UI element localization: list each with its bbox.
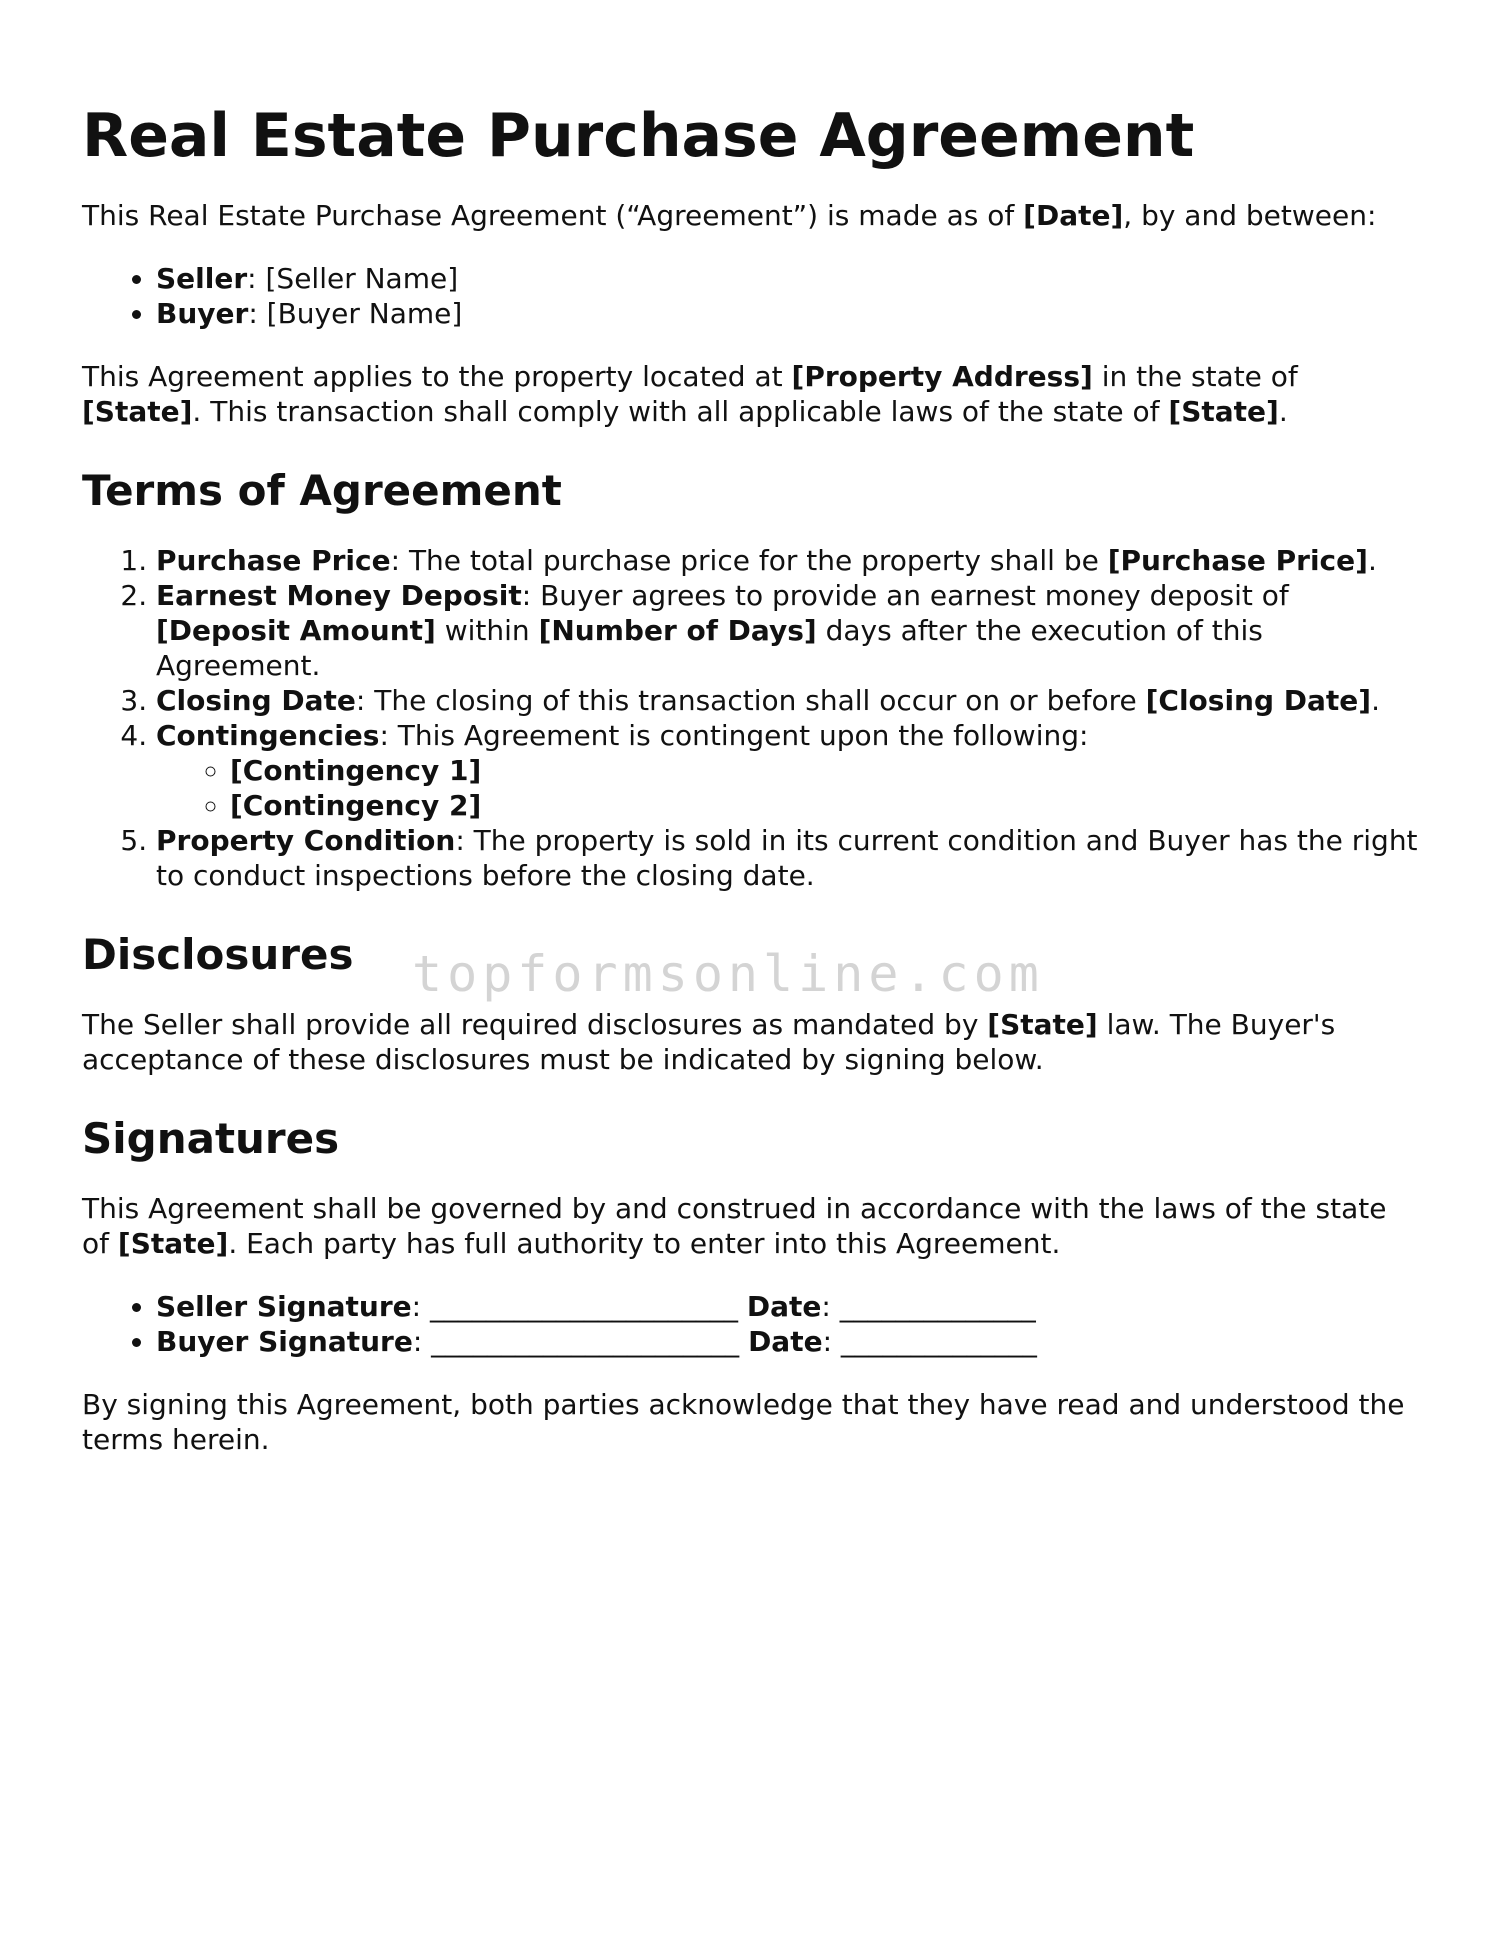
party-value: : [Seller Name] xyxy=(247,262,459,295)
signature-list xyxy=(82,1289,1422,1359)
list-item xyxy=(156,543,1422,578)
list-item xyxy=(156,683,1422,718)
signatures-heading: Signatures xyxy=(82,1114,340,1163)
watermark: topformsonline.com xyxy=(412,945,1044,1003)
term-label: Closing Date xyxy=(156,684,356,717)
signatures-state: [State] xyxy=(117,1227,229,1260)
signatures-text: This Agreement shall be governed by and construed in accordance with the laws of the state of xyxy=(82,1192,1387,1260)
intro-date: [Date] xyxy=(1023,199,1124,232)
signature-label: Buyer Signature xyxy=(156,1325,413,1358)
term-placeholder: [Purchase Price] xyxy=(1107,544,1368,577)
date-label: Date xyxy=(746,1290,822,1323)
disclosures-heading: Disclosures xyxy=(82,930,354,979)
disclosures-text: The Seller shall provide all required disclosures as mandated by xyxy=(82,1008,988,1041)
signature-blank: : ______________________ xyxy=(412,1325,749,1358)
term-text: : The property is sold in its current condition and Buyer has the right to conduct inspections before the closing date. xyxy=(156,824,1418,892)
signature-blank: : ______________________ xyxy=(411,1290,747,1323)
term-text: : This Agreement is contingent upon the following: xyxy=(379,719,1089,752)
list-item xyxy=(156,1324,1422,1359)
disclosures-state: [State] xyxy=(987,1008,1098,1041)
contingency-item: [Contingency 1] xyxy=(230,754,482,787)
list-item xyxy=(156,823,1422,893)
term-text: within xyxy=(435,614,539,647)
property-text: . xyxy=(1278,395,1288,428)
terms-list xyxy=(82,543,1422,893)
term-placeholder: [Closing Date] xyxy=(1145,684,1372,717)
list-item xyxy=(156,578,1422,683)
disclosures-text: law. The Buyer's acceptance of these disclosures must be indicated by signing below. xyxy=(82,1008,1336,1076)
parties-list xyxy=(82,261,1422,331)
disclosures-paragraph xyxy=(82,1007,1422,1077)
property-text: This Agreement applies to the property located at xyxy=(82,360,792,393)
list-item xyxy=(156,261,1422,296)
date-blank: : ______________ xyxy=(822,1325,1037,1358)
term-label: Earnest Money Deposit xyxy=(156,579,522,612)
signatures-paragraph xyxy=(82,1191,1422,1261)
intro-suffix: , by and between: xyxy=(1123,199,1377,232)
date-blank: : ______________ xyxy=(821,1290,1036,1323)
signature-label: Seller Signature xyxy=(156,1290,412,1323)
list-item xyxy=(156,1289,1422,1324)
term-placeholder: [Deposit Amount] xyxy=(156,614,436,647)
page-title: Real Estate Purchase Agreement xyxy=(82,101,1195,171)
property-text: in the state of xyxy=(1092,360,1298,393)
term-placeholder: [Number of Days] xyxy=(538,614,817,647)
terms-heading: Terms of Agreement xyxy=(82,466,562,515)
list-item xyxy=(230,788,1422,823)
property-state: [State] xyxy=(82,395,193,428)
property-state: [State] xyxy=(1168,395,1279,428)
term-text: : Buyer agrees to provide an earnest money deposit of xyxy=(521,579,1289,612)
property-text: . This transaction shall comply with all applicable laws of the state of xyxy=(192,395,1169,428)
term-text: . xyxy=(1371,684,1380,717)
party-value: : [Buyer Name] xyxy=(248,297,463,330)
term-text: . xyxy=(1367,544,1377,577)
property-paragraph xyxy=(82,359,1422,429)
signatures-text: . Each party has full authority to enter into this Agreement. xyxy=(228,1227,1061,1260)
list-item xyxy=(230,753,1422,788)
document-page xyxy=(82,100,1422,1485)
contingency-list xyxy=(156,753,1422,823)
term-label: Contingencies xyxy=(156,719,380,752)
term-label: Purchase Price xyxy=(156,544,391,577)
party-label: Seller xyxy=(156,262,248,295)
intro-text: This Real Estate Purchase Agreement (“Agreement”) is made as of xyxy=(82,199,1024,232)
date-label: Date xyxy=(748,1325,823,1358)
term-text: days after the execution of this Agreement. xyxy=(156,614,1263,682)
list-item xyxy=(156,296,1422,331)
list-item xyxy=(156,718,1422,823)
term-text: : The closing of this transaction shall occur on or before xyxy=(355,684,1146,717)
intro-paragraph xyxy=(82,198,1422,233)
closing-paragraph: By signing this Agreement, both parties acknowledge that they have read and understood the terms herein. xyxy=(82,1388,1405,1456)
term-label: Property Condition xyxy=(156,824,456,857)
party-label: Buyer xyxy=(156,297,249,330)
contingency-item: [Contingency 2] xyxy=(230,789,482,822)
term-text: : The total purchase price for the property shall be xyxy=(390,544,1108,577)
property-address: [Property Address] xyxy=(791,360,1093,393)
